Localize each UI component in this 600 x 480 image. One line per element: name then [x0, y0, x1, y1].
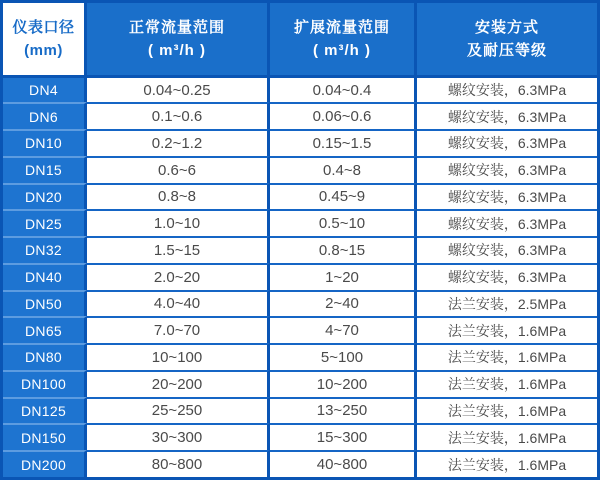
installation-cell: 法兰安装，1.6MPa: [417, 397, 597, 424]
installation-cell: 法兰安装，1.6MPa: [417, 343, 597, 370]
installation-cell: 螺纹安装，6.3MPa: [417, 102, 597, 129]
diameter-cell: DN20: [3, 183, 87, 210]
normal-range-cell: 0.6~6: [87, 156, 270, 183]
diameter-cell: DN125: [3, 397, 87, 424]
installation-cell: 螺纹安装，6.3MPa: [417, 263, 597, 290]
installation-cell: 螺纹安装，6.3MPa: [417, 183, 597, 210]
installation-cell: 法兰安装，1.6MPa: [417, 423, 597, 450]
installation-cell: 螺纹安装，6.3MPa: [417, 209, 597, 236]
normal-range-cell: 0.04~0.25: [87, 78, 270, 102]
diameter-cell: DN100: [3, 370, 87, 397]
extended-range-cell: 0.4~8: [270, 156, 417, 183]
installation-cell: 法兰安装，1.6MPa: [417, 370, 597, 397]
header-normal-range-line2: ( m³/h ): [148, 42, 206, 59]
extended-range-cell: 0.06~0.6: [270, 102, 417, 129]
diameter-cell: DN10: [3, 129, 87, 156]
normal-range-cell: 25~250: [87, 397, 270, 424]
table-row: [3, 397, 597, 424]
normal-range-cell: 0.1~0.6: [87, 102, 270, 129]
extended-range-cell: 0.8~15: [270, 236, 417, 263]
diameter-cell: DN200: [3, 450, 87, 477]
normal-range-cell: 1.5~15: [87, 236, 270, 263]
normal-range-cell: 2.0~20: [87, 263, 270, 290]
extended-range-cell: 13~250: [270, 397, 417, 424]
installation-cell: 螺纹安装，6.3MPa: [417, 78, 597, 102]
extended-range-cell: 0.15~1.5: [270, 129, 417, 156]
header-installation: [417, 3, 597, 78]
header-row: [3, 3, 597, 78]
extended-range-cell: 40~800: [270, 450, 417, 477]
table-row: [3, 316, 597, 343]
table-row: [3, 343, 597, 370]
table-row: [3, 102, 597, 129]
installation-cell: 螺纹安装，6.3MPa: [417, 156, 597, 183]
table-row: [3, 263, 597, 290]
normal-range-cell: 20~200: [87, 370, 270, 397]
table-body: [3, 78, 597, 477]
table-row: [3, 450, 597, 477]
installation-cell: 法兰安装，1.6MPa: [417, 316, 597, 343]
normal-range-cell: 10~100: [87, 343, 270, 370]
table-header: [3, 3, 597, 78]
installation-cell: 法兰安装，1.6MPa: [417, 450, 597, 477]
diameter-cell: DN150: [3, 423, 87, 450]
normal-range-cell: 1.0~10: [87, 209, 270, 236]
table-row: [3, 129, 597, 156]
normal-range-cell: 7.0~70: [87, 316, 270, 343]
header-extended-range: [270, 3, 417, 78]
diameter-cell: DN25: [3, 209, 87, 236]
table-row: [3, 370, 597, 397]
extended-range-cell: 15~300: [270, 423, 417, 450]
diameter-cell: DN6: [3, 102, 87, 129]
installation-cell: 法兰安装，2.5MPa: [417, 290, 597, 317]
installation-cell: 螺纹安装，6.3MPa: [417, 236, 597, 263]
diameter-cell: DN32: [3, 236, 87, 263]
diameter-cell: DN40: [3, 263, 87, 290]
extended-range-cell: 10~200: [270, 370, 417, 397]
header-diameter-line1: 仪表口径: [12, 19, 75, 36]
extended-range-cell: 1~20: [270, 263, 417, 290]
table-row: [3, 156, 597, 183]
diameter-cell: DN65: [3, 316, 87, 343]
diameter-cell: DN4: [3, 78, 87, 102]
extended-range-cell: 0.5~10: [270, 209, 417, 236]
header-diameter: [3, 3, 87, 78]
diameter-cell: DN80: [3, 343, 87, 370]
table-row: [3, 423, 597, 450]
table-row: [3, 236, 597, 263]
normal-range-cell: 4.0~40: [87, 290, 270, 317]
normal-range-cell: 80~800: [87, 450, 270, 477]
table-row: [3, 183, 597, 210]
table-row: [3, 290, 597, 317]
extended-range-cell: 0.45~9: [270, 183, 417, 210]
diameter-cell: DN50: [3, 290, 87, 317]
table-row: [3, 78, 597, 102]
extended-range-cell: 5~100: [270, 343, 417, 370]
header-installation-line1: 安装方式: [474, 19, 539, 36]
header-diameter-line2: (mm): [24, 42, 63, 59]
header-extended-range-line1: 扩展流量范围: [293, 19, 390, 36]
extended-range-cell: 4~70: [270, 316, 417, 343]
diameter-cell: DN15: [3, 156, 87, 183]
table-row: [3, 209, 597, 236]
normal-range-cell: 0.8~8: [87, 183, 270, 210]
extended-range-cell: 2~40: [270, 290, 417, 317]
installation-cell: 螺纹安装，6.3MPa: [417, 129, 597, 156]
normal-range-cell: 0.2~1.2: [87, 129, 270, 156]
header-installation-line2: 及耐压等级: [466, 42, 547, 59]
extended-range-cell: 0.04~0.4: [270, 78, 417, 102]
header-normal-range-line1: 正常流量范围: [128, 19, 225, 36]
normal-range-cell: 30~300: [87, 423, 270, 450]
header-normal-range: [87, 3, 270, 78]
header-extended-range-line2: ( m³/h ): [313, 42, 371, 59]
